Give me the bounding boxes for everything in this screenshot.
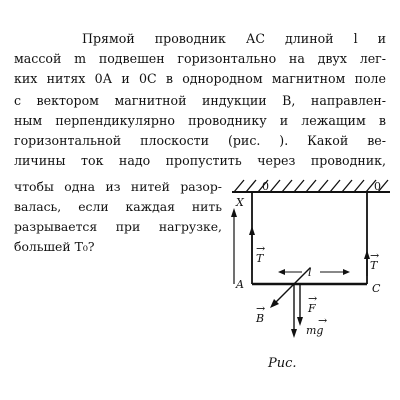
vector-mark-t-left: →	[256, 242, 266, 255]
force-f-arrowhead	[297, 317, 303, 326]
problem-line-5: ным перпендикулярно проводнику и лежащим в	[14, 113, 386, 128]
label-t-left: T	[256, 252, 264, 265]
problem-line-11: большей T₀?	[14, 239, 95, 254]
problem-line-4: с вектором магнитной индукции B, направлен-	[14, 93, 386, 108]
problem-line-3: ких нитях 0А и 0С в однородном магнитном поле	[14, 71, 386, 86]
vector-mark-b: →	[256, 302, 266, 315]
problem-line-1: Прямой проводник АС длиной l и	[82, 31, 386, 46]
figure-caption: Рис.	[268, 356, 297, 371]
label-mg: mg	[306, 324, 324, 337]
label-o-left: 0	[262, 180, 269, 193]
length-arrowhead-right	[343, 269, 350, 275]
label-t-right: T	[370, 259, 378, 272]
figure-diagram	[222, 172, 400, 362]
label-x: X	[236, 196, 244, 209]
vector-mark-g: →	[318, 314, 328, 327]
tension-left-arrowhead	[249, 226, 255, 235]
problem-line-2: массой m подвешен горизонтально на двух лег-	[14, 51, 386, 66]
gravity-arrowhead	[291, 329, 297, 338]
problem-line-6: горизонтальной плоскости (рис. ). Какой ве-	[14, 133, 386, 148]
vector-mark-f: →	[308, 292, 318, 305]
ceiling-hatching	[234, 180, 388, 192]
b-vector-line	[274, 268, 310, 304]
label-l: l	[308, 266, 312, 279]
label-a: A	[236, 278, 244, 291]
label-o-right: 0	[374, 180, 381, 193]
x-axis-arrowhead	[231, 208, 237, 217]
length-arrowhead-left	[278, 269, 285, 275]
vector-mark-t-right: →	[370, 249, 380, 262]
label-f: F	[308, 302, 316, 315]
problem-line-9: валась, если каждая нить	[14, 199, 222, 214]
problem-line-7: личины ток надо пропустить через проводник,	[14, 153, 386, 168]
label-b: B	[256, 312, 265, 325]
problem-line-10: разрывается при нагрузке,	[14, 219, 222, 234]
problem-line-8: чтобы одна из нитей разор-	[14, 179, 222, 194]
label-c: C	[372, 282, 381, 295]
